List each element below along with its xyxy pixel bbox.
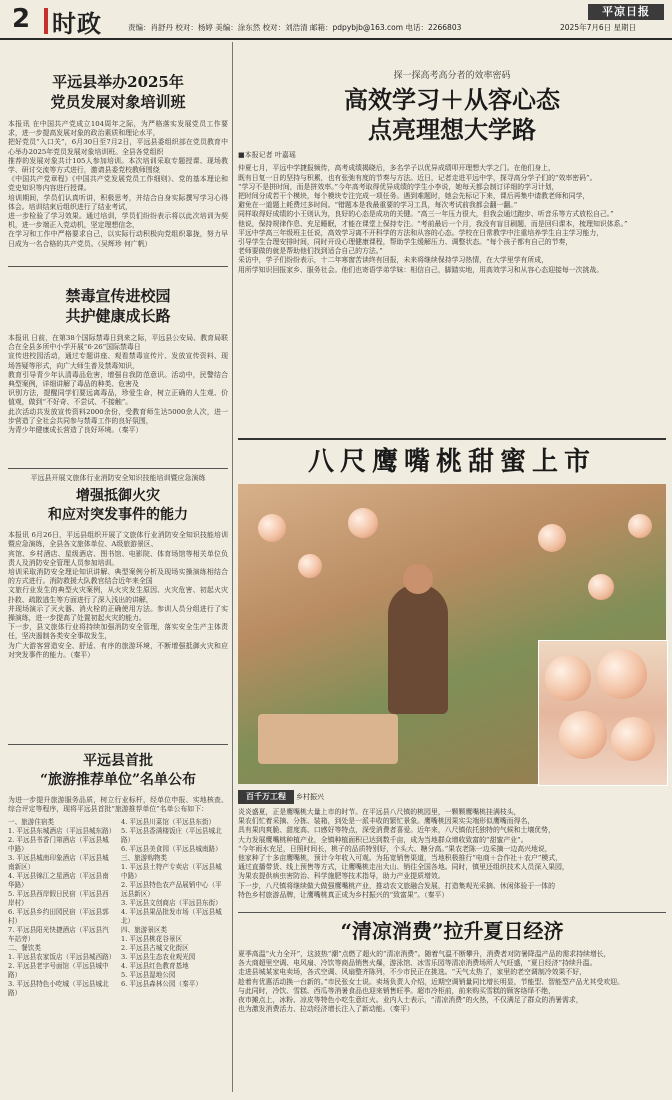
- divider: [8, 266, 228, 267]
- peach-para: 特色乡村旅游品牌，让鹰嘴桃真正成为乡村振兴的“致富果”。（秦平）: [238, 890, 449, 899]
- peach-para: 为果农提供病虫害防治、科学施肥等技术指导，助力产业提质增效。: [238, 872, 445, 881]
- training-para: 《中国共产党章程》《中国共产党发展党员工作细则》、党的基本理论和党史知识等内容进行授课。: [8, 175, 228, 193]
- tourism-list-right: [121, 818, 228, 998]
- study-para: “学习不是拼时间，而是拼效率。”今年高考取得优异成绩的学生小李说，她每天都会制订详细的学习计划，: [238, 182, 559, 191]
- peach-crate: [258, 714, 398, 764]
- peach-closeup-photo: [538, 640, 668, 786]
- list-item: 2. 平远县特色农产品展销中心（平远县新区）: [121, 881, 222, 899]
- article-fire: [8, 474, 228, 660]
- list-item: 1. 平远县东城酒店（平远县城东路）: [8, 827, 116, 836]
- consumption-para: 走进县城某家电卖场，各式空调、风扇整齐陈列，不少市民正在挑选。“天气太热了，家里的老空调制冷效果不好，: [238, 968, 587, 977]
- peach-banner-title: 八尺鹰嘴桃甜蜜上市: [307, 447, 596, 477]
- study-title-2: 点亮理想大学路: [368, 115, 536, 145]
- study-para: 引导学生合理安排时间，同时开设心理健康课程，帮助学生缓解压力、调整状态。“每个孩子都有自己的节奏，: [238, 238, 573, 247]
- consumption-title: “清凉消费”拉升夏日经济: [340, 919, 564, 943]
- list-item: 6. 平远县美食园（平远县城南路）: [121, 845, 222, 854]
- divider: [8, 744, 228, 745]
- consumption-para: 趁着有优惠活动换一台新的。”市民张女士说。卖场负责人介绍，近期空调销量同比增长明显，节能型、智能型产品尤其受欢迎。: [238, 977, 624, 986]
- training-para: 进一步检验了学习效果。通过培训，学员们纷纷表示将以此次培训为契机，进一步端正入党动机，坚定理想信念，: [8, 212, 228, 230]
- tourism-list-left: [8, 818, 115, 998]
- peach-fruit: [545, 655, 591, 701]
- peach-para: 他家种了十多亩鹰嘴桃，预计今年收入可观。为拓宽销售渠道，当地积极推行“电商＋合作社＋农户”模式，: [238, 854, 563, 863]
- list-item: 三、旅游购物类: [121, 854, 168, 863]
- list-item: 3. 平远县城南印象酒店（平远县城南新区）: [8, 854, 109, 872]
- study-para: 同样取得好成绩的小王则认为，良好的心态是成功的关键。“高三一年压力很大，但我会通过跑步、听音乐等方式放松自己。”: [238, 210, 614, 219]
- education-para: 教育引导青少年认清毒品危害，增强自我防范意识。活动中，民警结合典型案例，详细讲解了毒品的种类、危害及: [8, 370, 228, 389]
- fire-para: 并现场演示了灭火器、消火栓的正确使用方法。参训人员分组进行了实操演练，进一步提高了处置初起火灾的能力。: [8, 604, 228, 623]
- peach-para: 果农们忙着采摘、分拣、装箱，到处是一派丰收的繁忙景象。鹰嘴桃因果实尖端形似鹰嘴而得名，: [238, 817, 535, 826]
- peach-fruit: [597, 649, 647, 699]
- study-kicker: 探一探高考高分者的效率密码: [393, 71, 511, 81]
- list-item: 1. 平远县桃花谷景区: [121, 935, 183, 944]
- peach-fruit: [559, 711, 607, 759]
- list-item: 四、旅游景区类: [121, 926, 168, 935]
- list-item: 1. 平远县土特产专卖店（平远县城中路）: [121, 863, 222, 881]
- education-title-1: 禁毒宣传进校园: [65, 287, 171, 305]
- training-para: 本报讯 在中国共产党成立104周年之际，为严格落实发展党员工作要求，进一步提高发展对象的政治素质和理论水平，: [8, 120, 228, 138]
- study-title-1: 高效学习＋从容心态: [344, 85, 560, 115]
- header-accent-bar: [44, 8, 48, 34]
- fire-title-2: 和应对突发事件的能力: [48, 507, 188, 524]
- article-education: [8, 272, 228, 435]
- list-item: 4. 平远县川菜馆（平远县东街）: [121, 818, 216, 827]
- article-study: [238, 44, 666, 275]
- education-para: 本报讯 日前，在第38个国际禁毒日到来之际，平远县公安局、教育局联合在全县多所中小学开展“6·26”国际禁毒日: [8, 334, 228, 352]
- training-para: 在学习和工作中严格要求自己，以实际行动积极向党组织靠拢，努力早日成为一名合格的共产党员。（吴辉珍 何广帆）: [8, 230, 228, 248]
- list-item: 5. 平远县香满楼饭庄（平远县城北路）: [121, 827, 222, 845]
- fire-para: 本报讯 6月26日，平远县组织开展了文旅体行业消防安全知识技能培训暨应急演练，全县各文旅体单位、A级旅游景区、: [8, 531, 228, 549]
- page-number: 2: [12, 4, 31, 34]
- list-item: 二、餐饮类: [8, 944, 41, 953]
- study-para: 既有日复一日的坚持与积累，也有张弛有度的节奏与方法。近日，记者走进平远中学，探寻高分学子们的“效率密码”。: [238, 173, 597, 182]
- consumption-para: 也为激发消费活力、拉动经济增长注入了新动能。（秦平）: [238, 1005, 414, 1014]
- education-para: 识别方法，提醒同学们要远离毒品，珍爱生命，树立正确的人生观、价值观，做到“不好奇、不尝试、不接触”。: [8, 389, 228, 407]
- list-item: 2. 平远县古城文化街区: [121, 944, 189, 953]
- divider: [8, 468, 228, 469]
- training-para: 培训期间，学员们认真听讲，积极思考，并结合自身实际撰写学习心得体会。培训结束后组织进行了结业考试，: [8, 193, 228, 211]
- peach-fruit: [628, 514, 652, 538]
- study-para: 老师要做的就是帮助他们找到适合自己的方法。”: [238, 247, 383, 256]
- study-para: 把时间分成若干个模块，每个模块专注完成一项任务。遇到难题时，她会先标记下来，课后再集中请教老师和同学，: [238, 192, 590, 201]
- issue-date: 2025年7月6日 星期日: [560, 23, 637, 32]
- divider: [238, 438, 666, 440]
- program-tag: 百千万工程: [238, 790, 294, 804]
- list-item: 6. 平远县森林公园（秦平）: [121, 980, 202, 989]
- peach-para: 通过直播带货、线上预售等方式，让鹰嘴桃走出大山、销往全国各地。同时，镇里还组织技术人员深入果园，: [238, 863, 569, 872]
- list-item: 5. 平远县湿地公园: [121, 971, 176, 980]
- peach-fruit: [298, 554, 322, 578]
- tourism-title-1: 平远县首批: [83, 753, 153, 769]
- training-title-2: 党员发展对象培训班: [50, 93, 186, 111]
- study-para: 仲夏七月，平远中学捷报频传，高考成绩揭晓后，多名学子以优异成绩叩开理想大学之门。在他们身上，: [238, 164, 555, 173]
- fire-para: 为广大游客营造安全、舒适、有序的旅游环境，不断增强抵御火灾和应对突发事件的能力。（秦平）: [8, 641, 228, 659]
- article-training: [8, 42, 228, 249]
- fire-para: 宾馆、乡村酒店、星级酒店、图书馆、电影院、体育场馆等相关单位负责人及消防安全管理人员参加培训。: [8, 549, 228, 567]
- newspaper-logo: 平凉日报: [588, 4, 664, 20]
- peach-fruit: [258, 514, 286, 542]
- list-item: 4. 平远县果品批发市场（平远县城北）: [121, 908, 222, 926]
- peach-para: 下一步，八尺镇将继续做大做强鹰嘴桃产业，推动农文旅融合发展，打造集观光采摘、休闲体验于一体的: [238, 881, 555, 890]
- tourism-title-2: “旅游推荐单位”名单公布: [39, 772, 197, 788]
- peach-para: “今年雨水充足，日照时间长，桃子的品质特别好，个头大、糖分高。”果农老陈一边采摘一边高兴地说，: [238, 844, 552, 853]
- consumption-para: 夏季高温“火力全开”，这波热“潮”点燃了超火的“清凉消费”。随着气温不断攀升，消费者对防暑降温产品的需求持续增长，: [238, 950, 611, 958]
- section-title: 时政: [52, 10, 102, 38]
- education-para: 宣传进校园活动，通过专题讲座、观看禁毒宣传片、发放宣传资料、现场答疑等形式，向广大师生普及禁毒知识，: [8, 352, 228, 370]
- consumption-para: 各大商超里空调、电风扇、冷饮等商品销售火爆，游泳馆、冰雪乐园等清凉消费场所人气旺盛，“夏日经济”持续升温。: [238, 959, 597, 968]
- list-item: 7. 平远县阳光快捷酒店（平远县汽车站旁）: [8, 926, 109, 944]
- list-item: 3. 平远县生态农业观光园: [121, 953, 196, 962]
- study-para: 采访中，学子们纷纷表示，十二年寒窗苦读终有回报，未来将继续保持学习热情，在大学里学有所成，: [238, 256, 549, 265]
- fire-para: 文旅行业发生的典型火灾案例，从火灾发生原因、火灾危害、初起火灾扑救、疏散逃生等方面进行了深入浅出的讲解，: [8, 586, 228, 604]
- consumption-para: 与此同时，冷饮、雪糕、西瓜等消暑食品也迎来销售旺季。超市冷柜前，前来购买雪糕的顾客络绎不绝，: [238, 986, 555, 995]
- peach-fruit: [348, 508, 378, 538]
- fire-kicker: 平远县开展文旅体行业消防安全知识技能培训暨应急演练: [30, 474, 206, 482]
- education-title-2: 共护健康成长路: [65, 307, 171, 325]
- peach-fruit: [588, 574, 614, 600]
- article-peach: [238, 808, 666, 900]
- peach-fruit: [611, 717, 655, 761]
- page-header: [0, 0, 672, 40]
- study-para: 他说，保持规律作息、充足睡眠，才能在课堂上保持专注。“考前最后一个月，我没有盲目刷题，而是回归课本，梳理知识体系。”: [238, 219, 628, 228]
- peach-fruit: [538, 524, 566, 552]
- list-item: 4. 平远县红色教育基地: [121, 962, 189, 971]
- fire-title-1: 增强抵御火灾: [76, 488, 160, 505]
- list-item: 3. 平远县文创商店（平远县东街）: [121, 899, 222, 908]
- consumption-para: 夜市摊点上，冰粉、凉皮等特色小吃生意红火。业内人士表示，“清凉消费”的火热，不仅满足了群众的消暑需求，: [238, 996, 583, 1005]
- list-item: 1. 平远县农家饭店（平远县城西路）: [8, 953, 116, 962]
- fire-para: 培训采取消防安全理论知识讲解、典型案例分析及现场实操演练相结合的方式进行。消防救援大队教官结合近年来全国: [8, 568, 228, 586]
- peach-para: 炎炎盛夏，正是鹰嘴桃大量上市的时节。在平远县八尺镇的桃园里，一颗颗鹰嘴桃挂满枝头，: [238, 808, 521, 816]
- training-title-1: 平远县举办2025年: [52, 73, 184, 91]
- training-para: 把好党员“入口关”，6月30日至7月2日，平远县委组织部在党员教育中心举办2025年党员发展对象培训班。全县各党组织: [8, 138, 228, 156]
- tourism-intro: 为进一步提升旅游服务品质，树立行业标杆，经单位申报、实地核查、综合评定等程序，现将平远县首批“旅游推荐单位”名单公布如下：: [8, 796, 228, 814]
- farmer-figure: [388, 584, 448, 714]
- peach-para: 大力发展鹰嘴桃种植产业，全镇种植面积已达到数千亩，成为当地群众增收致富的“甜蜜产业”。: [238, 835, 528, 844]
- education-para: 为青少年健康成长营造了良好环境。（秦平）: [8, 426, 143, 435]
- list-item: 3. 平远县特色小吃城（平远县城北路）: [8, 980, 109, 998]
- column-divider: [232, 42, 233, 1092]
- divider: [238, 912, 666, 913]
- list-item: 2. 平远县老字号面馆（平远县城中路）: [8, 962, 109, 980]
- fire-para: 下一步，县文旅体行业将持续加强消防安全管理，落实安全生产主体责任，坚决遏制各类安全事故发生，: [8, 623, 228, 641]
- article-tourism: [8, 752, 228, 998]
- study-para: 平远中学高三年级班主任说，高效学习离不开科学的方法和从容的心态。学校在日常教学中注重培养学生自主学习能力，: [238, 228, 604, 237]
- peach-para: 具有果肉爽脆、甜度高、口感好等特点，深受消费者喜爱。近年来，八尺镇依托独特的气候和土壤优势，: [238, 826, 555, 835]
- training-para: 推荐的发展对象共计105人参加培训。本次培训采取专题授课、现场教学、研讨交流等方式进行，邀请县委党校教师围绕: [8, 156, 228, 175]
- program-subtag: 乡村振兴: [296, 793, 324, 801]
- list-item: 2. 平远县书香门第酒店（平远县城中路）: [8, 836, 109, 854]
- article-consumption: [238, 950, 666, 1014]
- list-item: 6. 平远县乡约田园民宿（平远县郭村）: [8, 908, 109, 926]
- study-para: 用所学知识回报家乡、服务社会。他们也寄语学弟学妹：相信自己，脚踏实地，用高效学习和从容心态迎接每一次挑战。: [238, 265, 604, 274]
- education-para: 此次活动共发放宣传资料2000余份，受教育师生达5000余人次，进一步营造了全社会共同参与禁毒工作的良好氛围，: [8, 407, 228, 425]
- list-item: 一、旅游住宿类: [8, 818, 55, 827]
- list-item: 4. 平远县锦江之星酒店（平远县南华路）: [8, 872, 109, 890]
- farmer-head: [403, 564, 433, 594]
- staff-line: 责编：肖舒丹 校对：杨婷 美编：涂东然 校对：刘浩清 邮箱：pdpybjb@163.com 电话：2266803: [128, 23, 462, 32]
- study-para: 避免在一道题上耗费过多时间。“错题本是我最重要的学习工具，每次考试前我都会翻一翻。”: [238, 201, 518, 210]
- study-reporter: ■本报记者 叶嘉瑶: [238, 151, 296, 160]
- list-item: 5. 平远县西岸假日民宿（平远县西岸村）: [8, 890, 109, 908]
